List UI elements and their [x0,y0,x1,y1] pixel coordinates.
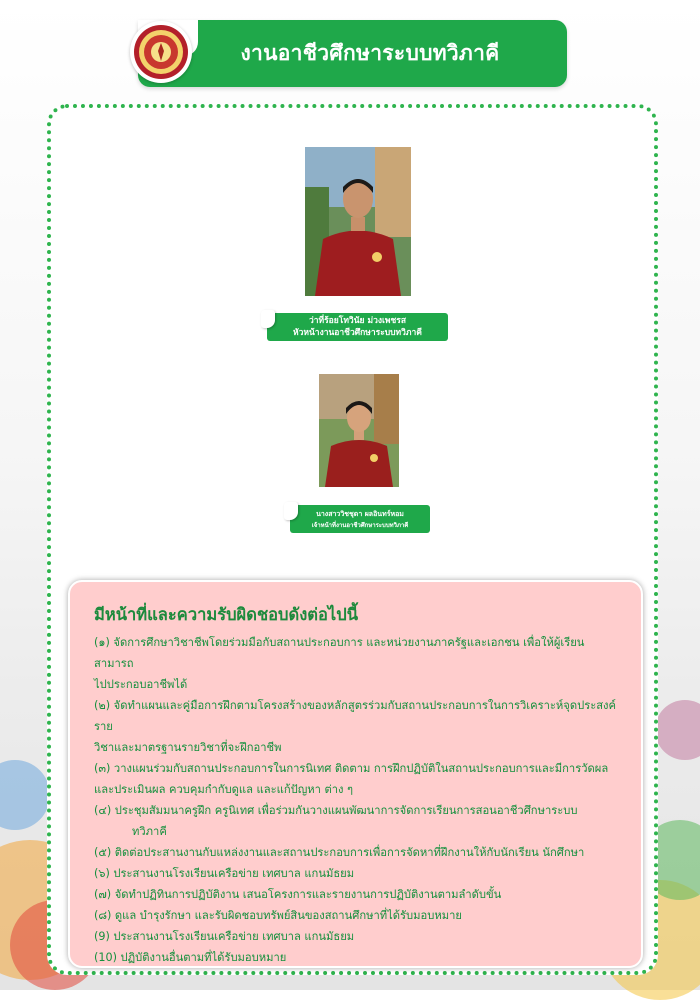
staff-caption-head [267,313,448,341]
duty-item [94,632,619,695]
duty-text: (๓) วางแผนร่วมกับสถานประกอบการในการนิเทศ ติดตาม การฝึกปฏิบัติในสถานประกอบการและมีการวัดผล [94,762,609,775]
duty-text: (๗) จัดทำปฏิทินการปฏิบัติงาน เสนอโครงการและรายงานการปฏิบัติงานตามลำดับขั้น [94,888,502,901]
caption-tab [261,310,275,328]
duty-text-continued: ไปประกอบอาชีพได้ [94,678,188,691]
school-seal-icon [130,21,192,83]
duty-item [94,758,619,800]
duty-text: (๕) ติดต่อประสานงานกับแหล่งงานและสถานประกอบการเพื่อการจัดหาที่ฝึกงานให้กับนักเรียน นักศึกษา [94,846,585,859]
duty-text-continued: และประเมินผล ควบคุมกำกับดูแล และแก้ปัญหา ต่าง ๆ [94,783,354,796]
staff-photo-head [305,147,411,296]
duty-item [94,905,619,926]
duty-item [94,947,619,968]
staff-name: ว่าที่ร้อยโทวินัย ม่วงเพชรส [308,316,407,326]
duty-text: (๘) ดูแล บำรุงรักษา และรับผิดชอบทรัพย์สินของสถานศึกษาที่ได้รับมอบหมาย [94,909,462,922]
duty-text: (๔) ประชุมสัมมนาครูฝึก ครูนิเทศ เพื่อร่วมกันวางแผนพัฒนาการจัดการเรียนการสอนอาชีวศึกษาระบบ [94,804,578,817]
duty-item [94,884,619,905]
staff-position: หัวหน้างานอาชีวศึกษาระบบทวิภาคี [293,328,422,338]
duty-text: (๑) จัดการศึกษาวิชาชีพโดยร่วมมือกับสถานประกอบการ และหน่วยงานภาครัฐและเอกชน เพื่อให้ผู้เรียนสามารถ [94,636,585,670]
page-title: งานอาชีวศึกษาระบบทวิภาคี [240,41,500,65]
duty-text: (9) ประสานงานโรงเรียนเครือข่าย เทศบาล แกนมัธยม [94,930,355,943]
duty-text: (๒) จัดทำแผนและคู่มือการฝึกตามโครงสร้างของหลักสูตรร่วมกับสถานประกอบการในการวิเคราะห์จุดประสงค์ราย [94,699,617,733]
duty-text: (๖) ประสานงานโรงเรียนเครือข่าย เทศบาล แกนมัธยม [94,867,355,880]
duties-heading: มีหน้าที่และความรับผิดชอบดังต่อไปนี้ [94,605,358,624]
duty-item [94,800,619,842]
staff-caption-officer [290,505,430,533]
duty-item [94,926,619,947]
duty-text: (10) ปฏิบัติงานอื่นตามที่ได้รับมอบหมาย [94,951,287,964]
duties-box [68,580,643,968]
duties-list [94,632,619,968]
duty-item [94,695,619,758]
staff-photo-officer [319,374,399,487]
duty-text-continued: วิชาและมาตรฐานรายวิชาที่จะฝึกอาชีพ [94,741,282,754]
caption-tab [284,502,298,520]
staff-position: เจ้าหน้าที่งานอาชีวศึกษาระบบทวิภาคี [311,521,409,529]
staff-name: นางสาววิชชุดา ผลอินทร์หอม [316,509,404,518]
duty-item [94,842,619,863]
duty-item [94,863,619,884]
duty-text-continued: ทวิภาคี [132,825,167,838]
